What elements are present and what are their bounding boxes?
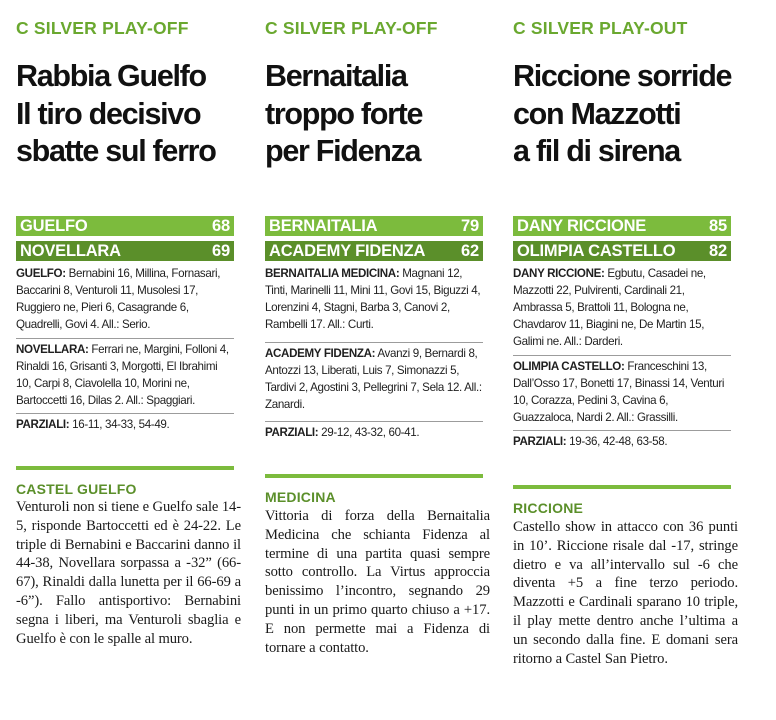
headline-line: per Fidenza	[265, 134, 421, 168]
lineup-home	[16, 266, 234, 334]
lineup-team: NOVELLARA:	[16, 343, 89, 356]
partials-value: 19-36, 42-48, 63-58.	[566, 435, 668, 448]
kicker: C SILVER PLAY-OFF	[16, 18, 189, 38]
lineup-players: Egbutu, Casadei ne, Mazzotti 22, Pulvirenti, Cardinali 21, Ambrassa 5, Brattoli 11, Bologna ne, Chavdarov 11, Biagini ne, De Martin 15, Galimi ne. All.: Darderi.	[513, 267, 706, 348]
team-points: 79	[461, 216, 479, 235]
separator	[265, 342, 483, 343]
headline-line: Riccione sorride	[513, 59, 732, 93]
article-riccione	[513, 0, 743, 720]
headline-line: troppo forte	[265, 96, 423, 131]
headline	[16, 58, 261, 171]
section-title: RICCIONE	[513, 500, 584, 516]
partials	[513, 434, 731, 451]
lineup-team: BERNAITALIA MEDICINA:	[265, 267, 400, 280]
partials	[265, 425, 483, 442]
score-away	[16, 241, 234, 261]
section-rule	[265, 474, 483, 478]
team-points: 85	[709, 216, 727, 235]
team-points: 68	[212, 216, 230, 235]
headline-line: sbatte sul ferro	[16, 134, 216, 168]
lineup-away	[265, 346, 483, 414]
article-body: Castello show in attacco con 36 punti in 10’. Riccione risale dal -17, stringe dietro e va all’intervallo sul -6 che diventa +5 a fine terzo periodo. Mazzotti e Cardinali sparano 10 triple, il play mette dentro anche l’ultima a un secondo dalla fine. E domani sera ritorno a Castel San Pietro.	[513, 519, 738, 667]
lineup-players: Franceschini 13, Dall’Osso 17, Bonetti 17, Binassi 14, Venturi 10, Corazza, Pedini 3, Cavina 6, Guazzaloca, Nardi 2. All.: Grassilli.	[513, 360, 725, 424]
article-medicina	[265, 0, 495, 720]
section-title: MEDICINA	[265, 489, 336, 505]
kicker: C SILVER PLAY-OFF	[265, 18, 438, 38]
score-home	[16, 216, 234, 236]
team-name: DANY RICCIONE	[517, 216, 647, 235]
headline-line: a fil di sirena	[513, 134, 680, 168]
separator	[513, 430, 731, 431]
headline-line: Bernaitalia	[265, 59, 407, 93]
partials-label: PARZIALI:	[265, 426, 319, 439]
separator	[265, 421, 483, 422]
lineup-players: Ferrari ne, Margini, Folloni 4, Rinaldi 16, Grisanti 3, Morgotti, El Ibrahimi 10, Carpi 8, Ciavolella 10, Morini ne, Bartoccetti 16, Dilas 2. All.: Spaggiari.	[16, 343, 229, 407]
kicker: C SILVER PLAY-OUT	[513, 18, 688, 38]
lineup-team: DANY RICCIONE:	[513, 267, 605, 280]
headline	[513, 58, 758, 171]
team-name: ACADEMY FIDENZA	[269, 241, 426, 260]
lineup-home	[265, 266, 483, 334]
lineup-home	[513, 266, 731, 351]
lineup-team: GUELFO:	[16, 267, 66, 280]
partials-value: 16-11, 34-33, 54-49.	[69, 418, 170, 431]
score-home	[513, 216, 731, 236]
team-name: BERNAITALIA	[269, 216, 378, 235]
lineup-players: Avanzi 9, Bernardi 8, Antozzi 13, Liberati, Luis 7, Simonazzi 5, Tardivi 2, Agostini 3, Pellegrini 7, Sela 12. All.: Zanardi.	[265, 347, 482, 411]
score-home	[265, 216, 483, 236]
article-body: Venturoli non si tiene e Guelfo sale 14-5, risponde Bartoccetti ed è 24-22. Le triple di Bernabini e Baccarini danno il 44-38, Novellara sorpassa a -32” (66-67), Rinaldi dalla lunetta per il 66-69 a -6”). Fallo antisportivo: Bernabini segna i liberi, ma Venturoli sbaglia e Guelfo è con le spalle al muro.	[16, 499, 241, 647]
team-points: 69	[212, 241, 230, 260]
headline-line: con Mazzotti	[513, 96, 681, 131]
partials-value: 29-12, 43-32, 60-41.	[318, 426, 420, 439]
team-name: OLIMPIA CASTELLO	[517, 241, 676, 260]
headline-line: Rabbia Guelfo	[16, 59, 206, 93]
partials-label: PARZIALI:	[513, 435, 567, 448]
score-away	[265, 241, 483, 261]
partials-label: PARZIALI:	[16, 418, 70, 431]
section-title: CASTEL GUELFO	[16, 481, 137, 497]
headline-line: Il tiro decisivo	[16, 96, 201, 131]
team-points: 82	[709, 241, 727, 260]
team-name: GUELFO	[20, 216, 88, 235]
lineup-team: ACADEMY FIDENZA:	[265, 347, 376, 360]
article-guelfo	[16, 0, 246, 720]
lineup-away	[16, 342, 234, 410]
team-name: NOVELLARA	[20, 241, 121, 260]
separator	[513, 355, 731, 356]
lineup-players: Magnani 12, Tinti, Marinelli 11, Mini 11, Govi 15, Biguzzi 4, Lorenzini 4, Stagni, Barba 3, Canovi 2, Rambelli 17. All.: Curti.	[265, 267, 481, 331]
section-rule	[513, 485, 731, 489]
team-points: 62	[461, 241, 479, 260]
lineup-away	[513, 359, 731, 427]
lineup-players: Bernabini 16, Millina, Fornasari, Baccarini 8, Venturoli 11, Musolesi 17, Ruggiero ne, Pieri 6, Casagrande 6, Quadrelli, Govi 4. All.: Serio.	[16, 267, 221, 331]
lineup-team: OLIMPIA CASTELLO:	[513, 360, 625, 373]
score-away	[513, 241, 731, 261]
partials	[16, 417, 234, 434]
headline	[265, 58, 510, 171]
separator	[16, 338, 234, 339]
section-rule	[16, 466, 234, 470]
article-body: Vittoria di forza della Bernaitalia Medicina che schianta Fidenza al termine di una partita quasi sempre sotto controllo. La Virtus approccia benissimo l’incontro, segnando 29 punti in un primo quarto chiuso a +17. E non permette mai a Fidenza di tornare a contatto.	[265, 508, 490, 656]
separator	[16, 413, 234, 414]
